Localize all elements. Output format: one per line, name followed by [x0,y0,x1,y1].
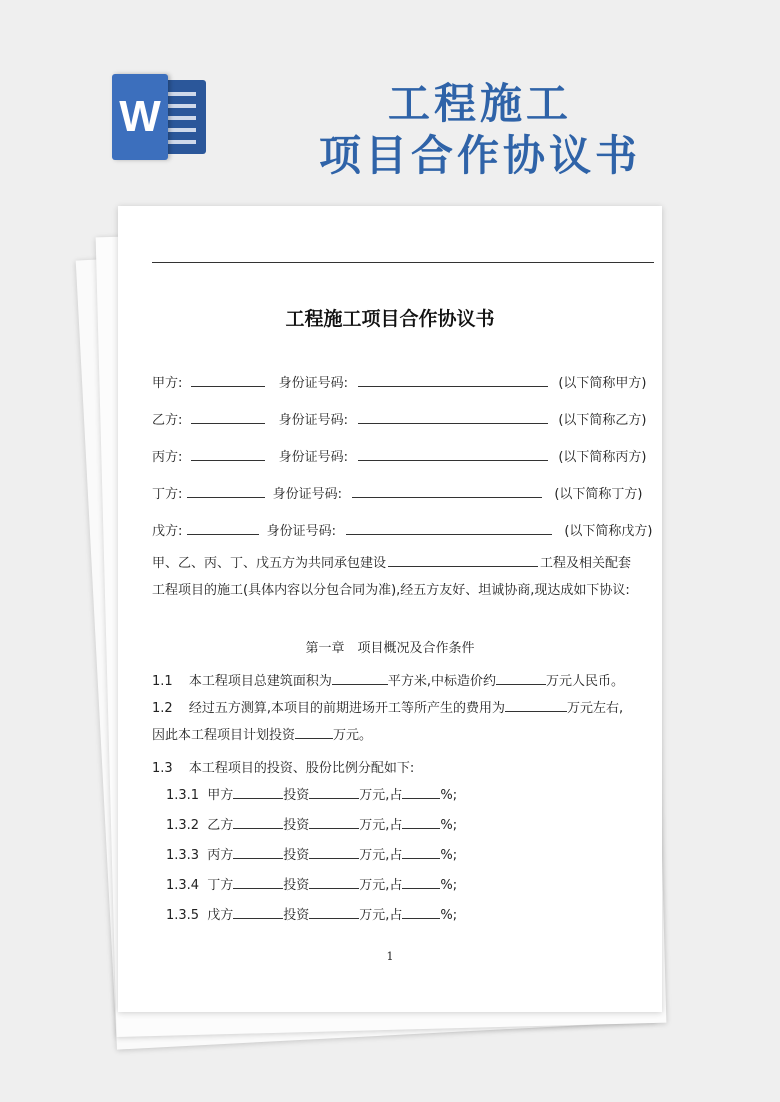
share-pct: %; [440,908,458,923]
area-blank [332,672,388,685]
clause-number: 1.3 [152,761,173,776]
share-party: 甲方 [207,788,234,803]
share-blank [402,876,440,889]
investment-blank [295,726,333,739]
clause-text: 万元左右,因此本工程项目计划投资 [152,701,624,743]
project-blank [388,554,538,567]
id-blank [358,448,548,461]
intro-part-1: 甲、乙、丙、丁、戊五方为共同承包建设 [152,556,387,571]
page-number: 1 [386,950,394,963]
intro-part-2: 工程及相关配套工程项目的施工(具体内容以分包合同为准),经五方友好、坦诚协商,现达成如下协议: [152,556,632,598]
id-blank [358,411,548,424]
clause-text: 本工程项目的投资、股份比例分配如下: [188,761,415,776]
share-row [166,844,457,863]
clause-1-3 [152,757,414,776]
party-note: (以下简称戊方) [564,524,653,539]
share-row [166,784,457,803]
header-rule [152,262,654,263]
party-note: (以下简称甲方) [558,376,647,391]
party-row [152,483,643,502]
share-pct: %; [440,818,458,833]
id-blank [346,522,552,535]
document-page [118,206,662,1012]
share-invest: 投资 [283,878,310,893]
id-blank [358,374,548,387]
word-logo-letter: W [112,74,168,160]
clause-text: 平方米,中标造价约 [387,674,496,689]
cost-blank [505,699,567,712]
party-row [152,520,653,539]
party-name: 丙方: [152,450,183,465]
share-invest: 投资 [283,818,310,833]
share-number: 1.3.3 [166,848,200,863]
headline [260,78,700,182]
share-unit: 万元,占 [359,908,403,923]
party-note: (以下简称丁方) [554,487,643,502]
name-blank [191,448,265,461]
clause-text: 万元。 [333,728,373,743]
share-number: 1.3.2 [166,818,200,833]
share-row [166,904,457,923]
share-row [166,814,457,833]
share-invest: 投资 [283,908,310,923]
share-unit: 万元,占 [359,788,403,803]
share-party: 戊方 [207,908,234,923]
party-note: (以下简称丙方) [558,450,647,465]
name-blank [187,522,259,535]
share-party: 乙方 [207,818,234,833]
id-label: 身份证号码: [278,376,349,391]
share-unit: 万元,占 [359,848,403,863]
share-blank [309,906,359,919]
id-label: 身份证号码: [272,487,343,502]
share-blank [402,906,440,919]
price-blank [496,672,546,685]
clause-text: 经过五方测算,本项目的前期进场开工等所产生的费用为 [188,701,505,716]
share-number: 1.3.1 [166,788,200,803]
name-blank [187,485,265,498]
party-row [152,446,647,465]
intro-paragraph [152,550,632,604]
share-blank [309,786,359,799]
id-label: 身份证号码: [278,450,349,465]
clause-number: 1.2 [152,701,173,716]
headline-line-2: 项目合作协议书 [318,131,641,180]
word-logo-icon [112,74,208,160]
party-row [152,409,647,428]
share-pct: %; [440,878,458,893]
chapter-title: 第一章 项目概况及合作条件 [305,641,475,656]
share-blank [402,846,440,859]
name-blank [191,374,265,387]
document-title: 工程施工项目合作协议书 [285,308,495,330]
clause-text: 本工程项目总建筑面积为 [188,674,332,689]
party-name: 戊方: [152,524,183,539]
share-blank [402,786,440,799]
share-number: 1.3.4 [166,878,200,893]
share-pct: %; [440,788,458,803]
share-unit: 万元,占 [359,818,403,833]
party-row [152,372,647,391]
share-blank [309,876,359,889]
clause-1-2 [152,695,632,749]
share-blank [233,816,283,829]
clause-number: 1.1 [152,674,173,689]
headline-line-1: 工程施工 [387,79,572,128]
id-blank [352,485,542,498]
party-note: (以下简称乙方) [558,413,647,428]
name-blank [191,411,265,424]
party-name: 甲方: [152,376,183,391]
share-invest: 投资 [283,788,310,803]
party-name: 乙方: [152,413,183,428]
party-name: 丁方: [152,487,183,502]
share-invest: 投资 [283,848,310,863]
clause-1-1 [152,670,624,689]
share-number: 1.3.5 [166,908,200,923]
share-blank [233,786,283,799]
share-row [166,874,457,893]
share-blank [402,816,440,829]
id-label: 身份证号码: [266,524,337,539]
share-blank [309,846,359,859]
share-blank [233,906,283,919]
share-unit: 万元,占 [359,878,403,893]
share-blank [233,846,283,859]
share-blank [233,876,283,889]
share-blank [309,816,359,829]
id-label: 身份证号码: [278,413,349,428]
share-pct: %; [440,848,458,863]
share-party: 丙方 [207,848,234,863]
clause-text: 万元人民币。 [545,674,624,689]
share-party: 丁方 [207,878,234,893]
